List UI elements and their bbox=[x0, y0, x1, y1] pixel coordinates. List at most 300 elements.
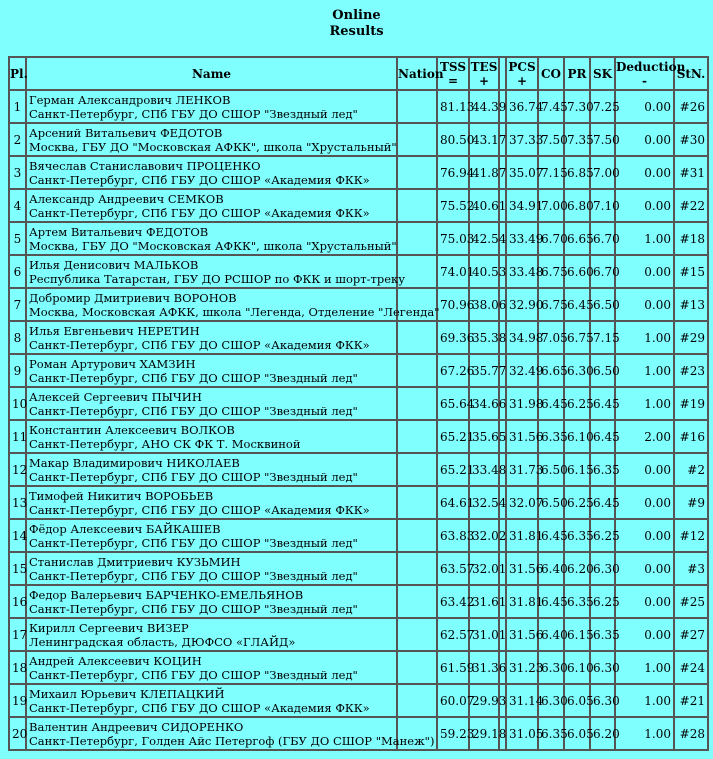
start-number-cell: #16 bbox=[674, 420, 708, 453]
nation-cell bbox=[397, 552, 437, 585]
pcs-cell: 32.90 bbox=[506, 288, 538, 321]
tes-cell: 40.53 bbox=[469, 255, 499, 288]
name-cell bbox=[26, 222, 397, 255]
tss-cell: 59.23 bbox=[437, 717, 469, 750]
sk-cell: 7.15 bbox=[590, 321, 615, 354]
tes-cell: 32.02 bbox=[469, 519, 499, 552]
skater-name: Артем Витальевич ФЕДОТОВ bbox=[29, 224, 209, 239]
start-number-cell: #19 bbox=[674, 387, 708, 420]
nation-cell bbox=[397, 123, 437, 156]
pcs-cell: 31.56 bbox=[506, 420, 538, 453]
skater-club: Санкт-Петербург, СПб ГБУ ДО СШОР "Звездный лед" bbox=[29, 601, 358, 616]
pcs-cell: 31.23 bbox=[506, 651, 538, 684]
start-number-cell: #2 bbox=[674, 453, 708, 486]
tss-cell: 75.03 bbox=[437, 222, 469, 255]
table-row bbox=[9, 585, 708, 618]
nation-cell bbox=[397, 519, 437, 552]
col-header-place: Pl. bbox=[9, 57, 26, 90]
place-cell: 18 bbox=[9, 651, 26, 684]
col-header-spacer bbox=[499, 57, 506, 90]
tss-cell: 81.13 bbox=[437, 90, 469, 123]
tes-cell: 31.01 bbox=[469, 618, 499, 651]
co-cell: 6.35 bbox=[538, 717, 564, 750]
table-row bbox=[9, 321, 708, 354]
pcs-cell: 33.49 bbox=[506, 222, 538, 255]
name-cell bbox=[26, 255, 405, 288]
deduction-cell: 0.00 bbox=[615, 486, 674, 519]
pr-cell: 6.05 bbox=[564, 684, 590, 717]
start-number-cell: #15 bbox=[674, 255, 708, 288]
nation-cell bbox=[397, 585, 437, 618]
pr-cell: 7.30 bbox=[564, 90, 590, 123]
pcs-cell: 32.07 bbox=[506, 486, 538, 519]
place-cell: 3 bbox=[9, 156, 26, 189]
deduction-cell: 0.00 bbox=[615, 156, 674, 189]
deduction-cell: 1.00 bbox=[615, 354, 674, 387]
pcs-cell: 37.33 bbox=[506, 123, 538, 156]
tss-cell: 67.26 bbox=[437, 354, 469, 387]
sk-cell: 6.25 bbox=[590, 519, 615, 552]
pcs-cell: 35.07 bbox=[506, 156, 538, 189]
deduction-cell: 0.00 bbox=[615, 453, 674, 486]
place-cell: 9 bbox=[9, 354, 26, 387]
pr-cell: 6.80 bbox=[564, 189, 590, 222]
pr-cell: 7.35 bbox=[564, 123, 590, 156]
table-row bbox=[9, 717, 708, 750]
start-number-cell: #12 bbox=[674, 519, 708, 552]
tes-cell: 35.77 bbox=[469, 354, 499, 387]
pcs-cell: 31.98 bbox=[506, 387, 538, 420]
nation-cell bbox=[397, 90, 437, 123]
skater-club: Москва, ГБУ ДО "Московская АФКК", школа "Хрустальный" bbox=[29, 238, 397, 253]
table-row bbox=[9, 156, 708, 189]
table-row bbox=[9, 519, 708, 552]
start-number-cell: #25 bbox=[674, 585, 708, 618]
start-number-cell: #29 bbox=[674, 321, 708, 354]
co-cell: 7.50 bbox=[538, 123, 564, 156]
tss-cell: 75.52 bbox=[437, 189, 469, 222]
skater-name: Герман Александрович ЛЕНКОВ bbox=[29, 92, 231, 107]
deduction-cell: 0.00 bbox=[615, 123, 674, 156]
pr-cell: 6.25 bbox=[564, 486, 590, 519]
deduction-cell: 0.00 bbox=[615, 90, 674, 123]
nation-cell bbox=[397, 156, 437, 189]
skater-club: Республика Татарстан, ГБУ ДО РСШОР по ФКК и шорт-треку bbox=[29, 271, 405, 286]
skater-name: Константин Алексеевич ВОЛКОВ bbox=[29, 422, 235, 437]
sk-cell: 7.25 bbox=[590, 90, 615, 123]
col-header-nation: Nation bbox=[397, 57, 437, 90]
table-header-row bbox=[9, 57, 708, 90]
deduction-cell: 0.00 bbox=[615, 519, 674, 552]
tes-cell: 35.65 bbox=[469, 420, 499, 453]
name-cell bbox=[26, 123, 397, 156]
tss-cell: 65.64 bbox=[437, 387, 469, 420]
tes-cell: 42.54 bbox=[469, 222, 499, 255]
nation-cell bbox=[397, 684, 437, 717]
place-cell: 20 bbox=[9, 717, 26, 750]
skater-name: Илья Евгеньевич НЕРЕТИН bbox=[29, 323, 200, 338]
skater-club: Санкт-Петербург, СПб ГБУ ДО СШОР "Звездный лед" bbox=[29, 370, 358, 385]
co-cell: 7.45 bbox=[538, 90, 564, 123]
place-cell: 7 bbox=[9, 288, 26, 321]
co-cell: 6.45 bbox=[538, 585, 564, 618]
skater-club: Санкт-Петербург, СПб ГБУ ДО СШОР "Звездный лед" bbox=[29, 568, 358, 583]
pcs-cell: 33.48 bbox=[506, 255, 538, 288]
start-number-cell: #22 bbox=[674, 189, 708, 222]
nation-cell bbox=[397, 222, 437, 255]
name-cell bbox=[26, 519, 397, 552]
pcs-cell: 31.81 bbox=[506, 585, 538, 618]
nation-cell bbox=[397, 189, 437, 222]
skater-name: Илья Денисович МАЛЬКОВ bbox=[29, 257, 199, 272]
skater-club: Ленинградская область, ДЮФСО «ГЛАЙД» bbox=[29, 634, 296, 649]
deduction-cell: 1.00 bbox=[615, 387, 674, 420]
col-header-pr: PR bbox=[564, 57, 590, 90]
sk-cell: 6.25 bbox=[590, 585, 615, 618]
tes-cell: 44.39 bbox=[469, 90, 499, 123]
col-header-tss-operator: = bbox=[447, 73, 459, 88]
skater-club: Санкт-Петербург, СПб ГБУ ДО СШОР «Академия ФКК» bbox=[29, 205, 370, 220]
place-cell: 13 bbox=[9, 486, 26, 519]
sk-cell: 6.30 bbox=[590, 552, 615, 585]
table-row bbox=[9, 222, 708, 255]
col-header-pcs bbox=[506, 57, 538, 90]
table-row bbox=[9, 387, 708, 420]
co-cell: 7.00 bbox=[538, 189, 564, 222]
sk-cell: 6.45 bbox=[590, 387, 615, 420]
pcs-cell: 36.74 bbox=[506, 90, 538, 123]
skater-name: Тимофей Никитич ВОРОБЬЕВ bbox=[29, 488, 214, 503]
tss-cell: 61.59 bbox=[437, 651, 469, 684]
place-cell: 4 bbox=[9, 189, 26, 222]
pcs-cell: 34.98 bbox=[506, 321, 538, 354]
start-number-cell: #9 bbox=[674, 486, 708, 519]
skater-name: Роман Артурович ХАМЗИН bbox=[29, 356, 196, 371]
co-cell: 6.65 bbox=[538, 354, 564, 387]
sk-cell: 6.50 bbox=[590, 354, 615, 387]
start-number-cell: #31 bbox=[674, 156, 708, 189]
tes-cell: 31.61 bbox=[469, 585, 499, 618]
skater-club: Санкт-Петербург, СПб ГБУ ДО СШОР «Академия ФКК» bbox=[29, 337, 370, 352]
sk-cell: 6.70 bbox=[590, 255, 615, 288]
start-number-cell: #24 bbox=[674, 651, 708, 684]
name-cell bbox=[26, 684, 397, 717]
place-cell: 1 bbox=[9, 90, 26, 123]
tes-cell: 31.36 bbox=[469, 651, 499, 684]
name-cell bbox=[26, 552, 397, 585]
place-cell: 19 bbox=[9, 684, 26, 717]
pcs-cell: 34.91 bbox=[506, 189, 538, 222]
name-cell bbox=[26, 189, 397, 222]
co-cell: 6.35 bbox=[538, 420, 564, 453]
skater-name: Добромир Дмитриевич ВОРОНОВ bbox=[29, 290, 237, 305]
start-number-cell: #26 bbox=[674, 90, 708, 123]
nation-cell bbox=[397, 354, 437, 387]
start-number-cell: #3 bbox=[674, 552, 708, 585]
tss-cell: 80.50 bbox=[437, 123, 469, 156]
pcs-cell: 31.56 bbox=[506, 618, 538, 651]
co-cell: 6.50 bbox=[538, 453, 564, 486]
col-header-name: Name bbox=[26, 57, 397, 90]
pcs-cell: 31.05 bbox=[506, 717, 538, 750]
skater-name: Макар Владимирович НИКОЛАЕВ bbox=[29, 455, 240, 470]
pcs-cell: 31.73 bbox=[506, 453, 538, 486]
tss-cell: 65.21 bbox=[437, 420, 469, 453]
name-cell bbox=[26, 288, 440, 321]
skater-name: Алексей Сергеевич ПЫЧИН bbox=[29, 389, 202, 404]
table-row bbox=[9, 486, 708, 519]
pr-cell: 6.15 bbox=[564, 618, 590, 651]
table-row bbox=[9, 189, 708, 222]
start-number-cell: #21 bbox=[674, 684, 708, 717]
sk-cell: 6.35 bbox=[590, 618, 615, 651]
sk-cell: 6.30 bbox=[590, 651, 615, 684]
co-cell: 6.45 bbox=[538, 387, 564, 420]
pcs-cell: 31.56 bbox=[506, 552, 538, 585]
name-cell bbox=[26, 453, 397, 486]
tes-cell: 32.54 bbox=[469, 486, 499, 519]
tes-cell: 34.66 bbox=[469, 387, 499, 420]
sk-cell: 6.20 bbox=[590, 717, 615, 750]
pr-cell: 6.05 bbox=[564, 717, 590, 750]
start-number-cell: #30 bbox=[674, 123, 708, 156]
sk-cell: 6.45 bbox=[590, 486, 615, 519]
name-cell bbox=[26, 156, 397, 189]
pr-cell: 6.45 bbox=[564, 288, 590, 321]
sk-cell: 7.00 bbox=[590, 156, 615, 189]
page-header bbox=[0, 0, 713, 48]
deduction-cell: 0.00 bbox=[615, 189, 674, 222]
page-title: Online bbox=[332, 8, 381, 23]
col-header-start-number: StN. bbox=[674, 57, 708, 90]
place-cell: 16 bbox=[9, 585, 26, 618]
col-header-sk: SK bbox=[590, 57, 615, 90]
deduction-cell: 0.00 bbox=[615, 255, 674, 288]
name-cell bbox=[26, 354, 397, 387]
tes-cell: 32.01 bbox=[469, 552, 499, 585]
skater-club: Санкт-Петербург, СПб ГБУ ДО СШОР "Звездный лед" bbox=[29, 469, 358, 484]
skater-club: Санкт-Петербург, Голден Айс Петергоф (ГБУ ДО СШОР "Манеж") bbox=[29, 733, 435, 748]
name-cell bbox=[26, 90, 397, 123]
pr-cell: 6.25 bbox=[564, 387, 590, 420]
page-subtitle: Results bbox=[329, 24, 384, 39]
skater-name: Арсений Витальевич ФЕДОТОВ bbox=[29, 125, 223, 140]
pr-cell: 6.10 bbox=[564, 651, 590, 684]
deduction-cell: 0.00 bbox=[615, 552, 674, 585]
nation-cell bbox=[397, 651, 437, 684]
name-cell bbox=[26, 420, 397, 453]
tes-cell: 41.87 bbox=[469, 156, 499, 189]
co-cell: 6.40 bbox=[538, 618, 564, 651]
nation-cell bbox=[397, 618, 437, 651]
tes-cell: 40.61 bbox=[469, 189, 499, 222]
name-cell bbox=[26, 486, 397, 519]
pr-cell: 6.75 bbox=[564, 321, 590, 354]
col-header-pcs-operator: + bbox=[516, 73, 528, 88]
results-table bbox=[8, 56, 709, 751]
place-cell: 10 bbox=[9, 387, 26, 420]
place-cell: 12 bbox=[9, 453, 26, 486]
skater-name: Михаил Юрьевич КЛЕПАЦКИЙ bbox=[29, 686, 225, 701]
tss-cell: 60.07 bbox=[437, 684, 469, 717]
skater-club: Москва, ГБУ ДО "Московская АФКК", школа "Хрустальный" bbox=[29, 139, 397, 154]
co-cell: 7.15 bbox=[538, 156, 564, 189]
table-row bbox=[9, 288, 708, 321]
place-cell: 5 bbox=[9, 222, 26, 255]
col-header-deduction-operator: - bbox=[642, 73, 647, 88]
tss-cell: 64.61 bbox=[437, 486, 469, 519]
table-row bbox=[9, 255, 708, 288]
table-row bbox=[9, 420, 708, 453]
deduction-cell: 1.00 bbox=[615, 684, 674, 717]
co-cell: 6.40 bbox=[538, 552, 564, 585]
deduction-cell: 0.00 bbox=[615, 585, 674, 618]
nation-cell bbox=[397, 486, 437, 519]
co-cell: 7.05 bbox=[538, 321, 564, 354]
pr-cell: 6.85 bbox=[564, 156, 590, 189]
col-header-co: CO bbox=[538, 57, 564, 90]
skater-name: Станислав Дмитриевич КУЗЬМИН bbox=[29, 554, 241, 569]
nation-cell bbox=[397, 321, 437, 354]
skater-name: Андрей Алексеевич КОЦИН bbox=[29, 653, 202, 668]
tss-cell: 63.83 bbox=[437, 519, 469, 552]
deduction-cell: 2.00 bbox=[615, 420, 674, 453]
tss-cell: 62.57 bbox=[437, 618, 469, 651]
skater-club: Москва, Московская АФКК, школа "Легенда, Отделение "Легенда" bbox=[29, 304, 440, 319]
tes-cell: 38.06 bbox=[469, 288, 499, 321]
skater-name: Федор Валерьевич БАРЧЕНКО-ЕМЕЛЬЯНОВ bbox=[29, 587, 304, 602]
deduction-cell: 1.00 bbox=[615, 651, 674, 684]
skater-club: Санкт-Петербург, СПб ГБУ ДО СШОР «Академия ФКК» bbox=[29, 502, 370, 517]
pr-cell: 6.20 bbox=[564, 552, 590, 585]
skater-name: Александр Андреевич СЕМКОВ bbox=[29, 191, 224, 206]
skater-club: Санкт-Петербург, СПб ГБУ ДО СШОР "Звездный лед" bbox=[29, 403, 358, 418]
tss-cell: 70.96 bbox=[437, 288, 469, 321]
tss-cell: 63.42 bbox=[437, 585, 469, 618]
co-cell: 6.45 bbox=[538, 519, 564, 552]
sk-cell: 7.10 bbox=[590, 189, 615, 222]
skater-name: Валентин Андреевич СИДОРЕНКО bbox=[29, 719, 244, 734]
name-cell bbox=[26, 387, 397, 420]
pcs-cell: 32.49 bbox=[506, 354, 538, 387]
name-cell bbox=[26, 321, 397, 354]
tes-cell: 33.48 bbox=[469, 453, 499, 486]
pr-cell: 6.15 bbox=[564, 453, 590, 486]
skater-name: Кирилл Сергеевич ВИЗЕР bbox=[29, 620, 189, 635]
co-cell: 6.70 bbox=[538, 222, 564, 255]
col-header-deduction-label: Deduction bbox=[616, 59, 686, 74]
deduction-cell: 0.00 bbox=[615, 288, 674, 321]
start-number-cell: #18 bbox=[674, 222, 708, 255]
col-header-deduction bbox=[615, 57, 686, 90]
name-cell bbox=[26, 651, 397, 684]
nation-cell bbox=[397, 453, 437, 486]
start-number-cell: #27 bbox=[674, 618, 708, 651]
start-number-cell: #13 bbox=[674, 288, 708, 321]
pr-cell: 6.10 bbox=[564, 420, 590, 453]
co-cell: 6.30 bbox=[538, 684, 564, 717]
skater-club: Санкт-Петербург, СПб ГБУ ДО СШОР "Звездный лед" bbox=[29, 667, 358, 682]
col-header-pcs-label: PCS bbox=[508, 59, 536, 74]
col-header-tes-label: TES bbox=[470, 59, 498, 74]
table-row bbox=[9, 453, 708, 486]
co-cell: 6.30 bbox=[538, 651, 564, 684]
col-header-tes bbox=[469, 57, 499, 90]
table-row bbox=[9, 354, 708, 387]
start-number-cell: #23 bbox=[674, 354, 708, 387]
name-cell bbox=[26, 585, 397, 618]
tes-cell: 29.18 bbox=[469, 717, 499, 750]
name-cell bbox=[26, 618, 397, 651]
tes-cell: 35.38 bbox=[469, 321, 499, 354]
sk-cell: 6.50 bbox=[590, 288, 615, 321]
tss-cell: 69.36 bbox=[437, 321, 469, 354]
deduction-cell: 1.00 bbox=[615, 222, 674, 255]
deduction-cell: 1.00 bbox=[615, 321, 674, 354]
place-cell: 6 bbox=[9, 255, 26, 288]
tes-cell: 43.17 bbox=[469, 123, 499, 156]
start-number-cell: #28 bbox=[674, 717, 708, 750]
table-row bbox=[9, 123, 708, 156]
place-cell: 15 bbox=[9, 552, 26, 585]
pr-cell: 6.35 bbox=[564, 519, 590, 552]
pr-cell: 6.60 bbox=[564, 255, 590, 288]
deduction-cell: 1.00 bbox=[615, 717, 674, 750]
skater-club: Санкт-Петербург, СПб ГБУ ДО СШОР "Звездный лед" bbox=[29, 535, 358, 550]
table-row bbox=[9, 90, 708, 123]
skater-name: Фёдор Алексеевич БАЙКАШЕВ bbox=[29, 521, 221, 536]
tss-cell: 74.01 bbox=[437, 255, 469, 288]
place-cell: 17 bbox=[9, 618, 26, 651]
place-cell: 8 bbox=[9, 321, 26, 354]
co-cell: 6.50 bbox=[538, 486, 564, 519]
tes-cell: 29.93 bbox=[469, 684, 499, 717]
sk-cell: 6.70 bbox=[590, 222, 615, 255]
tss-cell: 63.57 bbox=[437, 552, 469, 585]
pcs-cell: 31.81 bbox=[506, 519, 538, 552]
place-cell: 14 bbox=[9, 519, 26, 552]
col-header-tes-operator: + bbox=[478, 73, 490, 88]
table-row bbox=[9, 618, 708, 651]
sk-cell: 6.35 bbox=[590, 453, 615, 486]
pr-cell: 6.65 bbox=[564, 222, 590, 255]
table-row bbox=[9, 651, 708, 684]
skater-name: Вячеслав Станиславович ПРОЦЕНКО bbox=[29, 158, 261, 173]
pcs-cell: 31.14 bbox=[506, 684, 538, 717]
sk-cell: 6.30 bbox=[590, 684, 615, 717]
nation-cell bbox=[397, 387, 437, 420]
pr-cell: 6.30 bbox=[564, 354, 590, 387]
co-cell: 6.75 bbox=[538, 255, 564, 288]
sk-cell: 7.50 bbox=[590, 123, 615, 156]
co-cell: 6.75 bbox=[538, 288, 564, 321]
place-cell: 11 bbox=[9, 420, 26, 453]
skater-club: Санкт-Петербург, СПб ГБУ ДО СШОР «Академия ФКК» bbox=[29, 172, 370, 187]
skater-club: Санкт-Петербург, СПб ГБУ ДО СШОР «Академия ФКК» bbox=[29, 700, 370, 715]
skater-club: Санкт-Петербург, СПб ГБУ ДО СШОР "Звездный лед" bbox=[29, 106, 358, 121]
skater-club: Санкт-Петербург, АНО СК ФК Т. Москвиной bbox=[29, 436, 301, 451]
sk-cell: 6.45 bbox=[590, 420, 615, 453]
place-cell: 2 bbox=[9, 123, 26, 156]
name-cell bbox=[26, 717, 435, 750]
table-row bbox=[9, 552, 708, 585]
tss-cell: 65.21 bbox=[437, 453, 469, 486]
tss-cell: 76.94 bbox=[437, 156, 469, 189]
nation-cell bbox=[397, 420, 437, 453]
col-header-tss-label: TSS bbox=[440, 59, 466, 74]
table-row bbox=[9, 684, 708, 717]
deduction-cell: 0.00 bbox=[615, 618, 674, 651]
